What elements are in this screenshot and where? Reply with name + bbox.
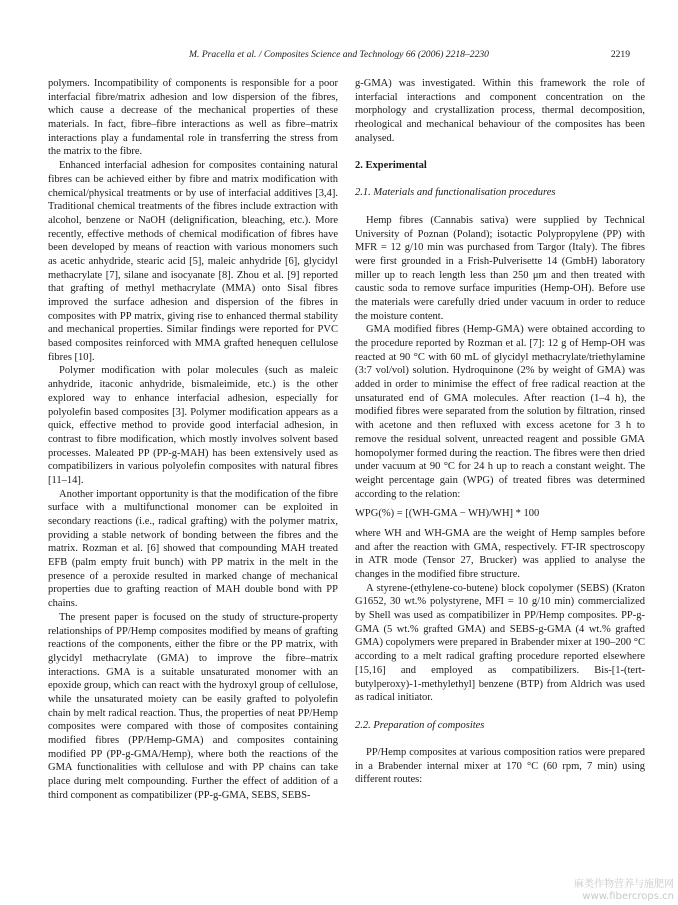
paragraph: Another important opportunity is that the modification of the fibre surface with a multifunctional monomer can be exploited in secondary reactions (i.e., radical grafting) with the polymer matrix, providing a stable network of bonding between the fibres and the matrix. Rozman et al. [6] showed that compounding MAH treated EFB (palm empty fruit bunch) with PP matrix in the melt in the presence of a peroxide resulted in marked change of mechanical properties due to grafting reaction of MAH double bond with PP chains. — [48, 488, 338, 610]
equation: WPG(%) = [(WH-GMA − WH)/WH] * 100 — [355, 508, 540, 520]
journal-citation: M. Pracella et al. / Composites Science and Technology 66 (2006) 2218–2230 — [189, 49, 489, 60]
paragraph: Enhanced interfacial adhesion for composites containing natural fibres can be achieved either by fibre and matrix modification with chemical/physical treatments or by use of interfacial additives [3,4]. Traditional chemical treatments of the fibres include extraction with alcohol, benzene or NaOH (delignification, bleaching, etc.). More recently, effective methods of chemical modification of fibres have been developed by means of reaction with various monomers such as acetic anhydride, stearic acid [5], maleic anhydride [6], glycidyl methacrylate [7], silane and isocyanate [8]. Zhou et al. [9] reported that grafting of methyl methacrylate (MMA) onto Sisal fibres improved the surface adhesion and dispersion of the fibres in composites with PP matrix, giving rise to enhanced thermal stability and mechanical properties. Similar findings were reported for PVC based composites reinforced with MMA grafted henequen cellulose fibres [10]. — [48, 160, 338, 363]
paragraph: polymers. Incompatibility of components is responsible for a poor interfacial fibre/matrix adhesion and low dispersion of the fibres, which cause a decrease of the mechanical properties of these materials. In fact, fibre–fibre interactions as well as fibre–matrix interactions play a fundamental role in transferring the stress from the matrix to the fibre. — [48, 78, 338, 158]
paragraph: Hemp fibres (Cannabis sativa) were supplied by Technical University of Poznan (Poland); isotactic Polypropylene (PP) with MFR = 12 g/10 min was purchased from Targor (Italy). The fibres were first grounded in a Frish-Pulverisette 14 (GmbH) laboratory miller up to reach length less than 250 μm and then treated with caustic soda to remove surface impurities (Hemp-OH). Before use the materials were carefully dried under vacuum in order to reduce the moisture content. — [355, 214, 645, 322]
paragraph: A styrene-(ethylene-co-butene) block copolymer (SEBS) (Kraton G1652, 30 wt.% polystyrene, MFI = 10 g/10 min) commercialized by Shell was used as compatibilizer in PP/Hemp composites. PP-g-GMA (5 wt.% grafted GMA) and SEBS-g-GMA (4 wt.% grafted GMA) copolymers were prepared in Brabender mixer at 190–200 °C according to a melt radical grafting procedure reported elsewhere [15,16] and employed as compatibilizers. Bis-[1-(tert-butylperoxy)-1-methylethyl] benzene (BTP) from Aldrich was used as radical initiator. — [355, 582, 645, 704]
paragraph: g-GMA) was investigated. Within this framework the role of interfacial interactions and component concentration on the morphology and crystallization process, thermal decomposition, rheological and mechanical behaviour of the composites has been analysed. — [355, 78, 645, 144]
paragraph: Polymer modification with polar molecules (such as maleic anhydride, itaconic anhydride, bismaleimide, etc.) is the other explored way to enhance interfacial adhesion, especially for polyolefin based composites [3]. Polymer modification appears as a quick, effective method to provide good interfacial adhesion, in contrast to fibre modification, which mostly involves solvent based processes. Maleated PP (PP-g-MAH) has been extensively used as compatibilizers in various polyolefin composites with natural fibres [11–14]. — [48, 365, 338, 486]
running-header — [0, 49, 678, 65]
section-heading: 2. Experimental — [355, 160, 427, 172]
paragraph: where WH and WH-GMA are the weight of Hemp samples before and after the reaction with GMA, respectively. FT-IR spectroscopy in ATR mode (Tensor 27, Brucker) was applied to analyse the changes in the modified fibre structure. — [355, 527, 645, 581]
subsection-heading: 2.1. Materials and functionalisation procedures — [355, 187, 556, 199]
page-number: 2219 — [610, 49, 630, 60]
left-column — [48, 77, 338, 802]
subsection-heading: 2.2. Preparation of composites — [355, 719, 485, 731]
watermark-title: 麻类作物营养与施肥网 — [574, 879, 674, 890]
watermark — [574, 879, 674, 903]
right-column — [355, 77, 645, 787]
paragraph: GMA modified fibres (Hemp-GMA) were obtained according to the procedure reported by Rozman et al. [7]: 12 g of Hemp-OH was reacted at 90 °C with 60 mL of glycidyl methacrylate/triethylamine (3:7 vol/vol) solution. Hydroquinone (2% by weight of GMA) was added in order to minimise the effect of free radical reaction at the unsaturated end of GMA molecules. After reaction (1–4 h), the modified fibres were separated from the solution by filtration, rinsed with acetone and then refluxed with excess acetone for 3 h to remove the residual solvent, unreacted reagent and possible GMA homopolymer formed during the reaction. The fibres were then dried under vacuum at 90 °C for 24 h up to reach a constant weight. The weight percentage gain (WPG) of treated fibres was determined according to the relation: — [355, 324, 645, 500]
watermark-url: www.fibercrops.cn — [582, 891, 674, 902]
paragraph: PP/Hemp composites at various composition ratios were prepared in a Brabender internal mixer at 170 °C (60 rpm, 7 min) using different routes: — [355, 746, 645, 786]
paragraph: The present paper is focused on the study of structure-property relationships of PP/Hemp composites modified by means of grafting reactions of the components, either the fibre or the PP matrix, with glycidyl methacrylate (GMA) to improve the fibre–matrix interactions. GMA is a suitable unsaturated monomer with an epoxide group, which can react with the hydroxyl group of cellulose, while the unsaturated moiety can be easily grafted to polyolefin chain by melt radical reaction. Thus, the properties of neat PP/Hemp composites were compared with those of composites containing modified fibres (PP/Hemp-GMA) and composites containing modified PP (PP-g-GMA/Hemp), where both the reactions of the GMA functionalities with cellulose and with PP chains can take place during melt compounding. Further the effect of addition of a third component as compatibilizer (PP-g-GMA, SEBS, SEBS- — [48, 611, 338, 801]
